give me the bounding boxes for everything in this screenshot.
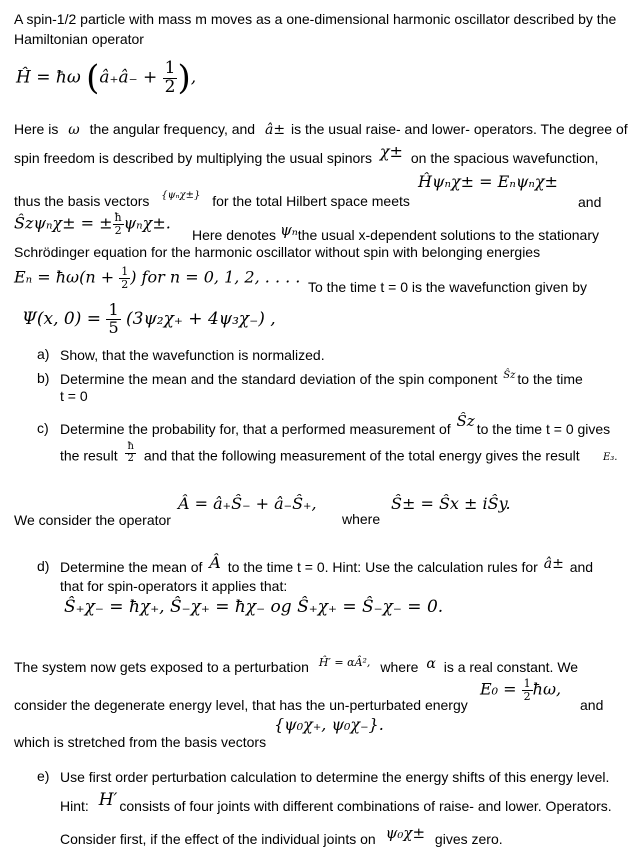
ground-energy-half: $\frac{1}{2}$ [523,677,531,703]
degenerate-basis: {ψ₀χ₊, ψ₀χ₋}. [274,715,384,734]
sz-equation: Ŝzψₙχ± = ± $\frac{ħ}{2}$ ψₙχ±. [14,211,171,237]
omega-symbol: ω [68,122,80,138]
question-a-label: a) [37,346,50,362]
spin-z-operator: Ŝz [503,370,516,381]
question-b-label: b) [37,370,50,386]
perturbation-operator: Ĥ′ = αÂ², [318,656,371,669]
hamiltonian-lhs: Ĥ = ħω [16,67,81,88]
spin-z-operator-c: Ŝz [456,412,475,430]
perturbation-and: and [580,697,604,713]
one-fifth: $\frac{1}{5}$ [108,300,119,337]
para1-line-6: To the time t = 0 is the wavefunction given by [308,279,587,295]
question-e-text-3: Consider first, if the effect of the individual joints on ψ₀χ± gives zero. [60,824,503,847]
alpha-symbol: α [426,656,436,672]
perturbation-line-1: The system now gets exposed to a perturbation $^{Ĥ' = \alpha Â^2,}$ where α is a real constant. We [14,656,579,675]
eigenvalue-equation: Ĥψₙχ± = Eₙψₙχ± [418,172,558,191]
para1-line-2: spin freedom is described by multiplying the usual spinors χ± on the spacious wavefunction, [14,142,599,166]
psi-n-symbol: ψₙ [279,221,298,239]
operator-intro: We consider the operator [14,512,171,528]
basis-vectors: {ψₙχ±} [161,190,201,201]
hamiltonian-ops: â₊â₋ + [99,67,163,88]
perturbation-line-3: which is stretched from the basis vectors [14,734,267,750]
hbar-half: $\frac{ħ}{2}$ [114,211,122,237]
question-e-text: Use first order perturbation calculation to determine the energy shifts of this energy level. [60,769,610,785]
perturbation-line-2: consider the degenerate energy level, that has the un-perturbated energy [14,697,468,713]
initial-wavefunction: Ψ(x, 0) = $\frac{1}{5}$ (3ψ₂χ₊ + 4ψ₃χ₋) , [22,300,276,337]
intro-line-1: A spin-1/2 particle with mass m moves as a one-dimensional harmonic oscillator described by the [14,11,617,27]
spinor-symbol: χ± [379,142,403,161]
question-e-hint: Hint: H′ consists of four joints with different combinations of raise- and lower. Operators. [60,790,612,814]
ground-energy: E₀ = $\frac{1}{2}$ ħω, [480,677,562,703]
question-d-label: d) [37,558,50,574]
ground-state-spinor: ψ₀χ± [385,824,426,842]
para1-line-1: Here is ω the angular frequency, and â± is the usual raise- and lower- operators. The degree of [14,121,628,138]
para1-line-4: Here denotes ψₙthe usual x-dependent solutions to the stationary [192,221,599,243]
para1-and: and [578,194,602,210]
hbar-half-c: $\frac{ħ}{2}$ [127,441,134,464]
para1-line-5: Schrödinger equation for the harmonic oscillator without spin with belonging energies [14,244,541,260]
spin-operator-rules: Ŝ₊χ₋ = ħχ₊, Ŝ₋χ₊ = ħχ₋ og Ŝ₊χ₊ = Ŝ₋χ₋ = 0. [64,597,444,617]
question-d-text: Determine the mean of Â to the time t = 0. Hint: Use the calculation rules for â± and [60,553,594,575]
operator-a-definition: Â = â₊Ŝ₋ + â₋Ŝ₊, [178,494,317,513]
hamiltonian-trail: , [190,67,197,88]
question-e-label: e) [37,768,50,784]
intro-line-2: Hamiltonian operator [14,31,144,47]
energy-e3: E₃. [603,452,618,463]
perturbation-h-prime: H′ [98,790,118,810]
question-b-text: Determine the mean and the standard deviation of the spin component $^{Ŝz}$ to the time [60,370,583,387]
question-c-text: Determine the probability for, that a performed measurement of Ŝz to the time t = 0 gives [60,412,611,437]
question-a-text: Show, that the wavefunction is normalized. [60,347,325,363]
question-c-text-2: the result $\frac{ħ}{2}$ and that the following measurement of the total energy gives the result [60,441,580,464]
energy-equation: Eₙ = ħω(n + $\frac{1}{2}$ ) for n = 0, 1, 2, . . . . [14,265,301,291]
question-d-text-2: that for spin-operators it applies that: [60,578,288,594]
raise-lower-operator: â± [264,122,286,138]
operator-a-symbol: Â [209,553,221,572]
question-b-text-2: t = 0 [60,388,88,404]
spin-ladder-definition: Ŝ± = Ŝx ± iŜy. [391,494,511,513]
operator-where: where [342,511,381,527]
hamiltonian-equation: Ĥ = ħω (â₊â₋ + $\frac{1}{2}$ ), [16,57,197,98]
question-c-label: c) [37,420,49,436]
energy-half: $\frac{1}{2}$ [121,265,129,291]
raise-lower-operator-d: â± [543,556,564,572]
hamiltonian-half: $\frac{1}{2}$ [164,57,176,97]
para1-line-3: thus the basis vectors $^{\{\psi_n\chi\pm\}}$ for the total Hilbert space meets [14,190,410,209]
